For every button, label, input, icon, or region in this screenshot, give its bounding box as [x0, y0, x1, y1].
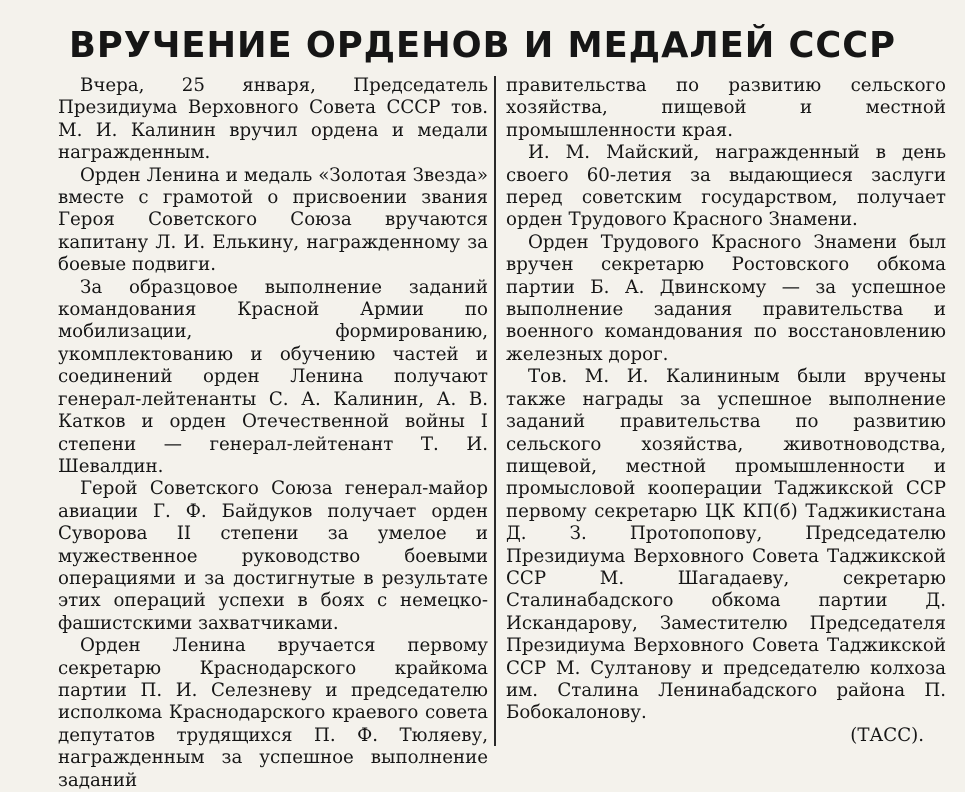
- paragraph: Орден Ленина вручается первому секретарю Краснодарского крайкома партии П. И. Селезневу и председателю исполкома Краснодарского краевого совета депутатов трудящихся П. Ф. Тюляеву, награжденным за успешное выполнение заданий: [58, 635, 488, 791]
- paragraph: И. М. Майский, награжденный в день своего 60-летия за выдающиеся заслуги перед советским государством, получает орден Трудового Красного Знамени.: [506, 142, 946, 231]
- paragraph-continuation: правительства по развитию сельского хозяйства, пищевой и местной промышленности края.: [506, 75, 946, 141]
- right-column: [506, 75, 946, 747]
- article-title: ВРУЧЕНИЕ ОРДЕНОВ И МЕДАЛЕЙ СССР: [69, 25, 896, 66]
- column-divider: [494, 76, 496, 746]
- paragraph: Вчера, 25 января, Председатель Президиума Верховного Совета СССР тов. М. И. Калинин вручил ордена и медали награжденным.: [58, 75, 488, 164]
- paragraph: За образцовое выполнение заданий командования Красной Армии по мобилизации, формированию, укомплектованию и обучению частей и соединений орден Ленина получают генерал-лейтенанты С. А. Калинин, А. В. Катков и орден Отечественной войны I степени — генерал-лейтенант Т. И. Шевалдин.: [58, 276, 488, 477]
- paragraph: Тов. М. И. Калининым были вручены также награды за успешное выполнение заданий правительства по развитию сельского хозяйства, животноводства, пищевой, местной промышленности и промысловой кооперации Таджикской ССР первому секретарю ЦК КП(б) Таджикистана Д. З. Протопопову, Председателю Президиума Верховного Совета Таджикской ССР М. Шагадаеву, секретарю Сталинабадского обкома партии Д. Искандарову, Заместителю Председателя Президиума Верховного Совета Таджикской ССР М. Султанову и председателю колхоза им. Сталина Ленинабадского района П. Бобокалонову.: [506, 366, 946, 724]
- agency-signoff: (ТАСС).: [850, 724, 924, 746]
- paragraph: Орден Трудового Красного Знамени был вручен секретарю Ростовского обкома партии Б. А. Двинскому — за успешное выполнение задания правительства и военного командования по восстановлению железных дорог.: [506, 231, 946, 365]
- paragraph: Орден Ленина и медаль «Золотая Звезда» вместе с грамотой о присвоении звания Героя Советского Союза вручаются капитану Л. И. Елькину, награжденному за боевые подвиги.: [58, 164, 488, 276]
- paragraph: Герой Советского Союза генерал-майор авиации Г. Ф. Байдуков получает орден Суворова II степени за умелое и мужественное руководство боевыми операциями и за достигнутые в результате этих операций успехи в боях с немецко-фашистскими захватчиками.: [58, 478, 488, 634]
- left-column: [58, 75, 488, 792]
